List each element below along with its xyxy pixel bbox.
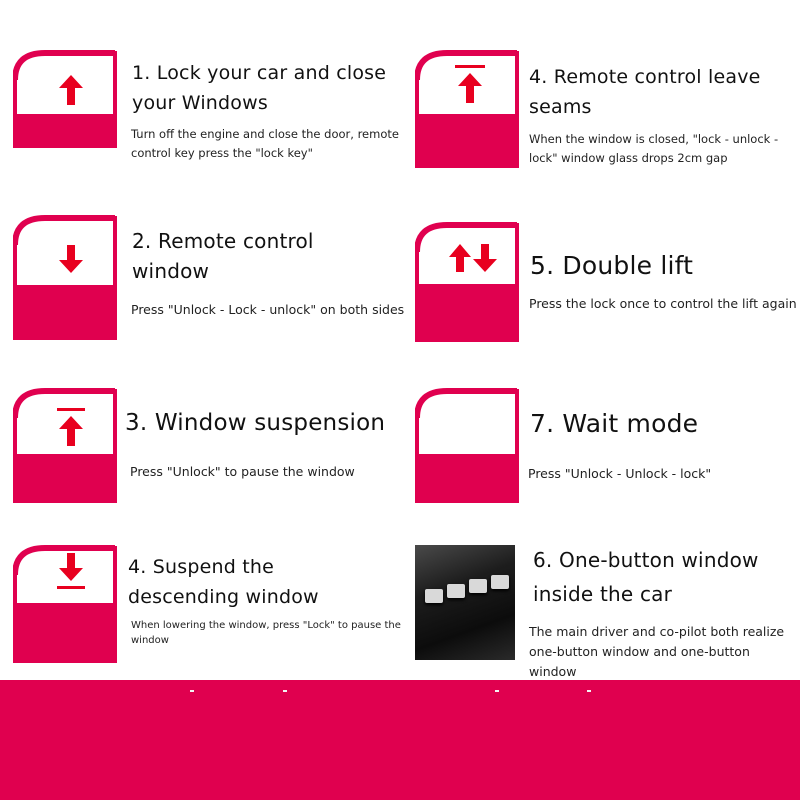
item-desc: Press "Unlock" to pause the window: [130, 464, 355, 479]
door-icon: [415, 50, 519, 148]
door-icon: [13, 545, 117, 643]
item-desc: When lowering the window, press "Lock" to pause the window: [131, 620, 401, 646]
window-switch-photo: [415, 545, 515, 660]
item-desc: The main driver and co-pilot both realize one-button window and one-button window: [529, 624, 785, 679]
item-desc: Turn off the engine and close the door, remote control key press the "lock key": [131, 127, 399, 160]
footer-band: [0, 680, 800, 800]
item-desc: Press "Unlock - Lock - unlock" on both sides: [131, 302, 405, 317]
item-title: 3. Window suspension: [125, 410, 386, 436]
item-title: 2. Remote control window: [132, 229, 314, 283]
arrow-up-bar-icon: [455, 65, 485, 103]
item-title: 7. Wait mode: [530, 409, 699, 438]
door-icon: [13, 388, 117, 486]
item-title: 4. Suspend the descending window: [128, 556, 319, 608]
door-icon: [13, 50, 117, 148]
arrow-up-icon: [59, 75, 83, 105]
door-icon: [415, 388, 519, 486]
arrow-down-bar-icon: [57, 553, 85, 591]
item-title: 1. Lock your car and close your Windows: [132, 62, 387, 114]
arrow-down-icon: [59, 245, 83, 273]
item-desc: Press "Unlock - Unlock - lock": [528, 466, 712, 481]
arrow-up-bar-icon: [57, 408, 85, 446]
door-icon: [13, 215, 117, 313]
item-desc: Press the lock once to control the lift again: [529, 296, 797, 311]
door-icon: [415, 222, 519, 320]
item-title: 4. Remote control leave seams: [529, 66, 761, 118]
item-title: 6. One-button window inside the car: [533, 548, 759, 606]
item-desc: When the window is closed, "lock - unlock - lock" window glass drops 2cm gap: [529, 132, 779, 165]
arrow-up-down-icon: [449, 244, 499, 272]
item-title: 5. Double lift: [530, 251, 694, 280]
